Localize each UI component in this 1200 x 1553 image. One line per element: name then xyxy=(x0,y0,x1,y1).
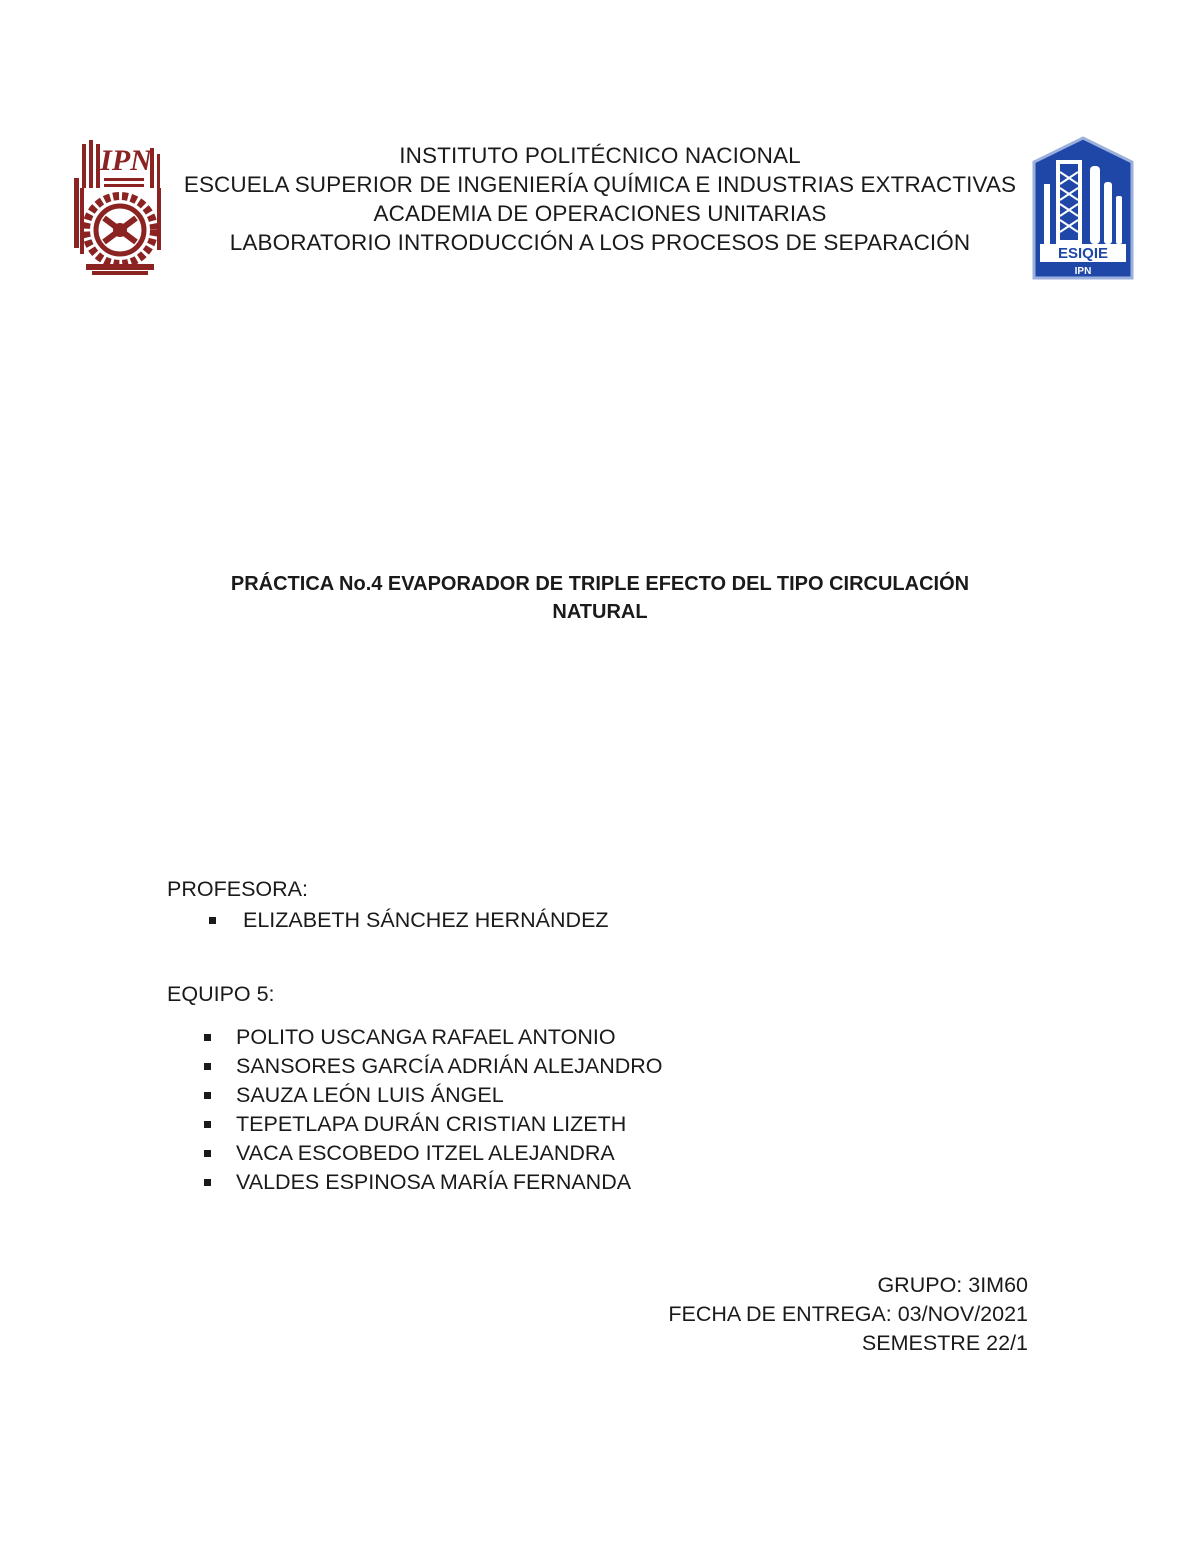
professor-item xyxy=(205,906,609,935)
institution-header xyxy=(170,141,1030,257)
square-bullet-icon xyxy=(204,1179,211,1186)
delivery-date: FECHA DE ENTREGA: 03/NOV/2021 xyxy=(668,1302,1028,1326)
title-line-2: NATURAL xyxy=(552,601,648,623)
team-member xyxy=(200,1052,663,1081)
team-member xyxy=(200,1139,663,1168)
practice-title xyxy=(150,570,1050,626)
professor-list xyxy=(205,906,609,935)
square-bullet-icon xyxy=(204,1121,211,1128)
title-line-1: PRÁCTICA No.4 EVAPORADOR DE TRIPLE EFECTO DEL TIPO CIRCULACIÓN xyxy=(230,573,970,595)
header-institute: INSTITUTO POLITÉCNICO NACIONAL xyxy=(399,143,801,168)
team-member-name: SAUZA LEÓN LUIS ÁNGEL xyxy=(236,1083,504,1107)
square-bullet-icon xyxy=(209,917,216,924)
team-members-list xyxy=(200,1023,663,1197)
team-member xyxy=(200,1081,663,1110)
submission-info xyxy=(668,1271,1028,1358)
ipn-logo xyxy=(70,138,166,278)
team-member xyxy=(200,1023,663,1052)
header-lab: LABORATORIO INTRODUCCIÓN A LOS PROCESOS DE SEPARACIÓN xyxy=(229,230,971,255)
square-bullet-icon xyxy=(204,1150,211,1157)
team-member-name: SANSORES GARCÍA ADRIÁN ALEJANDRO xyxy=(236,1054,663,1078)
header-school: ESCUELA SUPERIOR DE INGENIERÍA QUÍMICA E INDUSTRIAS EXTRACTIVAS xyxy=(183,172,1017,197)
semester-info: SEMESTRE 22/1 xyxy=(861,1331,1028,1355)
group-info: GRUPO: 3IM60 xyxy=(877,1273,1028,1297)
team-label: EQUIPO 5: xyxy=(167,982,275,1006)
esiqie-logo xyxy=(1032,136,1134,280)
team-member-name: POLITO USCANGA RAFAEL ANTONIO xyxy=(236,1025,616,1049)
svg-text:ESIQIE: ESIQIE xyxy=(1057,245,1109,262)
team-member xyxy=(200,1168,663,1197)
square-bullet-icon xyxy=(204,1034,211,1041)
professor-label: PROFESORA: xyxy=(167,877,308,901)
team-member-name: VACA ESCOBEDO ITZEL ALEJANDRA xyxy=(236,1141,615,1165)
team-member-name: VALDES ESPINOSA MARÍA FERNANDA xyxy=(236,1170,632,1194)
square-bullet-icon xyxy=(204,1063,211,1070)
ipn-logo-text: IPN xyxy=(100,144,152,177)
square-bullet-icon xyxy=(204,1092,211,1099)
header-academy: ACADEMIA DE OPERACIONES UNITARIAS xyxy=(373,201,827,226)
esiqie-logo-text: IPN xyxy=(1074,266,1092,277)
professor-name: ELIZABETH SÁNCHEZ HERNÁNDEZ xyxy=(243,908,609,932)
team-member-name: TEPETLAPA DURÁN CRISTIAN LIZETH xyxy=(236,1112,627,1136)
team-member xyxy=(200,1110,663,1139)
